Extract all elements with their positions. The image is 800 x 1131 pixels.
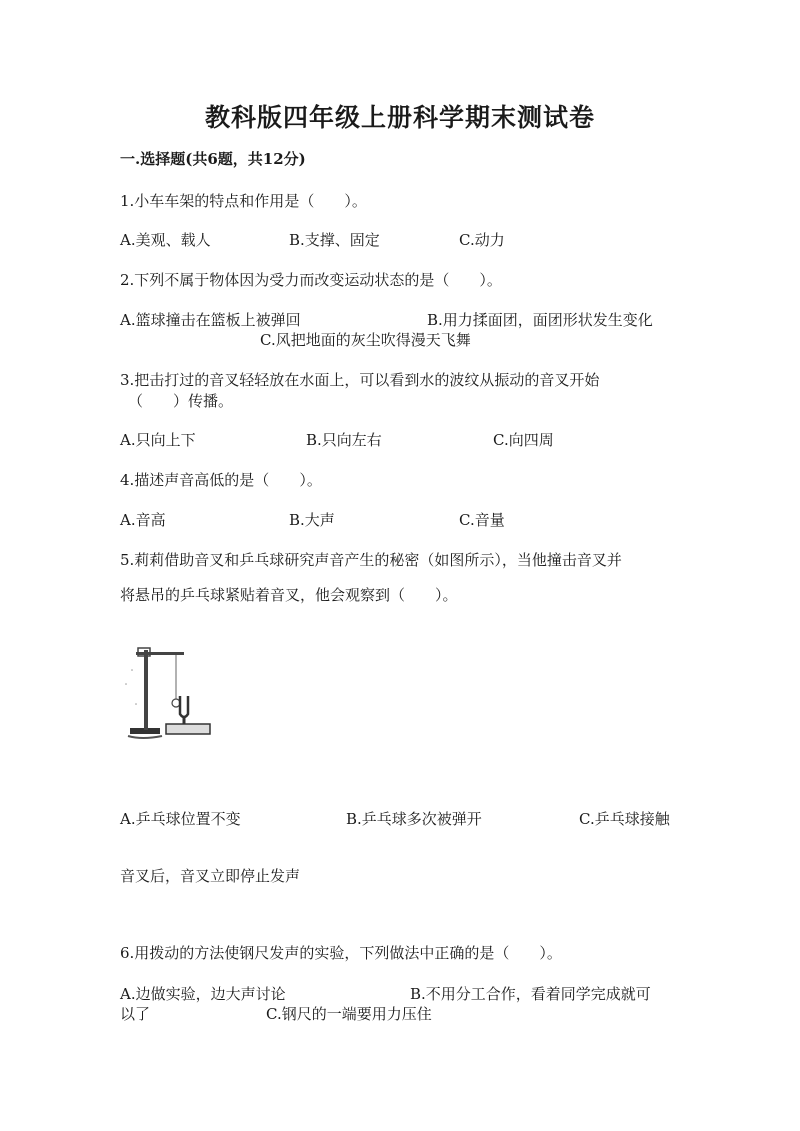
question-3-option-b: B.只向左右 xyxy=(306,431,382,449)
question-1-option-a: A.美观、载人 xyxy=(120,231,211,249)
resonance-box-icon xyxy=(166,724,210,734)
question-4-option-a: A.音高 xyxy=(120,511,166,529)
question-5-option-c: C.乒乓球接触 xyxy=(579,810,670,828)
question-6-option-b: B.不用分工合作，看着同学完成就可 xyxy=(410,985,651,1003)
tuning-fork-pingpong-figure xyxy=(122,640,222,760)
question-1-option-b: B.支撑、固定 xyxy=(289,231,380,249)
question-2-option-a: A.篮球撞击在篮板上被弹回 xyxy=(120,311,301,329)
stand-pole-icon xyxy=(144,650,148,730)
stand-arm-icon xyxy=(136,652,184,655)
question-3-option-a: A.只向上下 xyxy=(120,431,196,449)
question-5-option-a: A.乒乓球位置不变 xyxy=(120,810,241,828)
page-title: 教科版四年级上册科学期末测试卷 xyxy=(204,103,595,132)
question-6-option-a: A.边做实验，边大声讨论 xyxy=(120,985,286,1003)
question-6-stem: 6.用拨动的方法使钢尺发声的实验，下列做法中正确的是（ ）。 xyxy=(120,944,562,962)
question-2-option-b: B.用力揉面团，面团形状发生变化 xyxy=(427,311,653,329)
question-5-option-b: B.乒乓球多次被弹开 xyxy=(346,810,482,828)
question-4-option-c: C.音量 xyxy=(459,511,505,529)
question-3-stem-line-1: 3.把击打过的音叉轻轻放在水面上，可以看到水的波纹从振动的音叉开始 xyxy=(120,371,600,389)
question-5-stem-line-1: 5.莉莉借助音叉和乒乓球研究声音产生的秘密（如图所示），当他撞击音叉并 xyxy=(120,551,622,569)
question-6-option-b-continued: 以了 xyxy=(120,1005,151,1023)
question-5-stem-line-2: 将悬吊的乒乓球紧贴着音叉，他会观察到（ ）。 xyxy=(120,586,458,604)
question-1-stem: 1.小车车架的特点和作用是（ ）。 xyxy=(120,192,367,210)
question-4-option-b: B.大声 xyxy=(289,511,335,529)
tuning-fork-icon xyxy=(180,696,188,717)
question-2-stem: 2.下列不属于物体因为受力而改变运动状态的是（ ）。 xyxy=(120,271,502,289)
question-3-stem-line-2: （ ）传播。 xyxy=(128,392,234,410)
question-5-option-c-continued: 音叉后，音叉立即停止发声 xyxy=(120,867,301,885)
question-6-option-c: C.钢尺的一端要用力压住 xyxy=(266,1005,432,1023)
section-heading: 一.选择题(共6题，共12分) xyxy=(120,150,306,168)
question-1-option-c: C.动力 xyxy=(459,231,505,249)
question-2-option-c: C.风把地面的灰尘吹得漫天飞舞 xyxy=(260,331,471,349)
question-4-stem: 4.描述声音高低的是（ ）。 xyxy=(120,471,322,489)
question-3-option-c: C.向四周 xyxy=(493,431,554,449)
